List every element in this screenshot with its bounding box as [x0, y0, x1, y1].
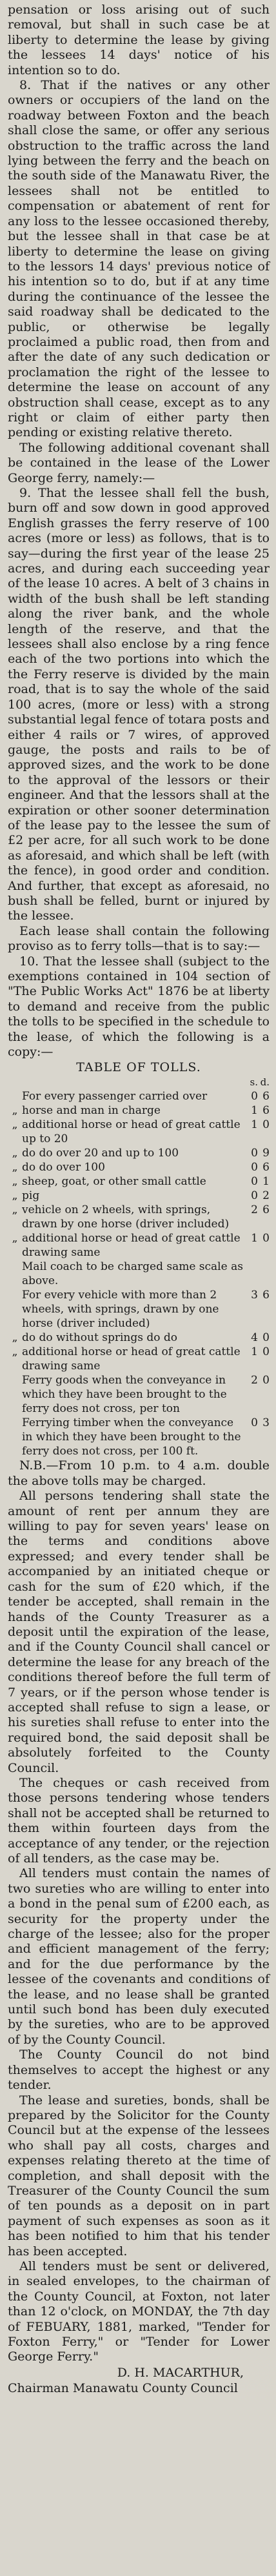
toll-description: horse and man in charge: [22, 1104, 161, 1118]
toll-row: [8, 1118, 270, 1146]
toll-pence: 6: [262, 1104, 270, 1118]
lease-paragraph-1: pensation or loss arising out of such removal, but shall in such case be at liberty to determine the lease by giving the lessees 14 days' notice of his intention so to do.: [8, 3, 270, 77]
toll-description: pig: [22, 1189, 40, 1203]
toll-shillings: [246, 1260, 258, 1288]
toll-pence: [258, 1260, 270, 1288]
toll-shillings: 0: [251, 1416, 258, 1430]
toll-description: For every passenger carried over: [22, 1090, 208, 1103]
toll-pence: 0: [262, 1331, 270, 1345]
toll-row: [8, 1103, 270, 1118]
toll-ditto-mark: „: [12, 1331, 18, 1345]
toll-ditto-mark: [8, 1416, 22, 1458]
toll-ditto-mark: „: [12, 1175, 18, 1189]
toll-ditto-mark: „: [12, 1118, 18, 1132]
lease-paragraph-4: 9. That the lessee shall fell the bush, burn off and sow down in good approved English grasses the ferry reserve of 100 acres (more or less) as follows, that is to say—during the first year of the lease 25 acres, and during each succeeding year of the lease 10 acres. A belt of 3 chains in width of the bush shall be left standing along the river bank, and the whole length of the reserve, and that the lessees shall also enclose by a ring fence each of the two portions into which the the Ferry reserve is divided by the main road, that is to say the whole of the said 100 acres, (more or less) with a strong substantial legal fence of totara posts and either 4 rails or 7 wires, of approved gauge, the posts and rails to be of approved sizes, and the work to be done to the approval of the lessors or their engineer. And that the lessors shall at the expiration or other sooner determination of the lease pay to the lessee the sum of £2 per acre, for all such work to be done as aforesaid, and which shall be left (with the fence), in good order and condition. And further, that except as aforesaid, no bush shall be felled, burnt or injured by the lessee.: [8, 486, 270, 923]
tender-paragraph-4: The County Council do not bind themselves to accept the highest or any tender.: [8, 2048, 270, 2093]
toll-pence: 2: [262, 1189, 270, 1203]
toll-row: [8, 1373, 270, 1416]
toll-pence: 0: [262, 1232, 270, 1245]
toll-ditto-mark: „: [12, 1189, 18, 1203]
pence-header: d.: [260, 1076, 270, 1089]
toll-row: [8, 1260, 270, 1288]
toll-ditto-mark: „: [12, 1161, 18, 1174]
toll-units-row: [8, 1075, 270, 1089]
tender-paragraph-5: The lease and sureties, bonds, shall be prepared by the Solicitor for the County Council but at the expense of the lessees who shall pay all costs, charges and expenses relating thereto at the time of completion, and shall deposit with the Treasurer of the County Council the sum of ten pounds as a deposit on in part payment of such expenses as soon as it has been notified to him that his tender has been accepted.: [8, 2093, 270, 2259]
toll-row: [8, 1416, 270, 1458]
toll-row: [8, 1345, 270, 1373]
tolls-table: [8, 1075, 270, 1458]
toll-row: [8, 1174, 270, 1189]
signature-name: D. H. MACARTHUR,: [117, 2365, 244, 2380]
toll-shillings: 0: [251, 1175, 258, 1189]
toll-shillings: 1: [251, 1232, 258, 1245]
toll-pence: 6: [262, 1203, 270, 1217]
toll-pence: 6: [262, 1289, 270, 1302]
toll-pence: 1: [262, 1175, 270, 1189]
toll-row: [8, 1331, 270, 1345]
toll-ditto-mark: [8, 1288, 22, 1331]
toll-shillings: 1: [251, 1104, 258, 1118]
toll-pence: 0: [262, 1118, 270, 1132]
toll-ditto-mark: „: [12, 1147, 18, 1160]
toll-row: [8, 1160, 270, 1174]
lease-paragraph-2: 8. That if the natives or any other owners or occupiers of the land on the roadway between Foxton and the beach shall close the same, or offer any serious obstruction to the traffic across the land lying between the ferry and the beach on the south side of the Manawatu River, the lessees shall not be entitled to compensation or abatement of rent for any loss to the lessee occasioned thereby, but the lessee shall in that case be at liberty to determine the lease on giving to the lessors 14 days' previous notice of his intention so to do, but if at any time during the continuance of the lessee the said roadway shall be dedicated to the public, or otherwise be legally proclaimed a public road, then from and after the date of any such dedication or proclamation the right of the lessee to determine the lease on account of any obstruction shall cease, except as to any right or claim of either party then pending or existing relative thereto.: [8, 78, 270, 440]
tender-paragraph-6: All tenders must be sent or delivered, in sealed envelopes, to the chairman of the County Council, at Foxton, not later than 12 o'clock, on MONDAY, the 7th day of FEBUARY, 1881, marked, "Tender for Foxton Ferry," or "Tender for Lower George Ferry.": [8, 2259, 270, 2364]
toll-ditto-mark: [8, 1089, 22, 1103]
toll-ditto-mark: „: [12, 1104, 18, 1118]
toll-ditto-mark: „: [12, 1203, 18, 1217]
toll-description: do do without springs do do: [22, 1331, 177, 1345]
toll-description: Ferrying timber when the conveyance in which they have been brought to the ferry does not cross, per 100 ft.: [22, 1416, 241, 1458]
toll-ditto-mark: „: [12, 1345, 18, 1359]
toll-shillings: 4: [251, 1331, 258, 1345]
toll-shillings: 0: [251, 1147, 258, 1160]
toll-description: Mail coach to be charged same scale as above.: [22, 1260, 243, 1288]
lease-conditions-section: [8, 3, 270, 1060]
toll-shillings: 2: [251, 1374, 258, 1387]
toll-description: do do over 100: [22, 1161, 105, 1174]
toll-shillings: 0: [251, 1189, 258, 1203]
tender-paragraph-3: All tenders must contain the names of two sureties who are willing to enter into a bond in the penal sum of £200 each, as security for the property under the charge of the lessee; also for the proper and efficient management of the ferry; and for the due performance by the lessee of the covenants and conditions of the lease, and no lease shall be granted until such bond has been duly executed by the sureties, who are to be approved of by the County Council.: [8, 1866, 270, 2047]
toll-row: [8, 1231, 270, 1260]
toll-shillings: 1: [251, 1345, 258, 1359]
toll-pence: 6: [262, 1161, 270, 1174]
toll-shillings: 0: [251, 1090, 258, 1103]
toll-description: vehicle on 2 wheels, with springs, drawn by one horse (driver included): [22, 1203, 230, 1231]
toll-description: additional horse or head of great cattle up to 20: [22, 1118, 241, 1146]
table-of-tolls-heading: TABLE OF TOLLS.: [76, 1060, 201, 1075]
tender-conditions-section: [8, 1489, 270, 2365]
toll-shillings: 2: [251, 1203, 258, 1217]
toll-pence: 6: [262, 1090, 270, 1103]
lease-paragraph-3: The following additional covenant shall be contained in the lease of the Lower George ferry, namely:—: [8, 440, 270, 485]
toll-pence: 3: [262, 1416, 270, 1430]
toll-ditto-mark: [8, 1260, 22, 1288]
toll-description: additional horse or head of great cattle drawing same: [22, 1345, 241, 1373]
toll-row: [8, 1146, 270, 1160]
toll-row: [8, 1189, 270, 1203]
toll-description: sheep, goat, or other small cattle: [22, 1175, 206, 1189]
toll-shillings: 0: [251, 1161, 258, 1174]
toll-description: do do over 20 and up to 100: [22, 1147, 179, 1160]
toll-row: [8, 1203, 270, 1231]
shillings-header: s.: [250, 1076, 258, 1089]
toll-pence: 9: [262, 1147, 270, 1160]
toll-pence: 0: [262, 1345, 270, 1359]
tender-paragraph-2: The cheques or cash received from those persons tendering whose tenders shall not be accepted shall be returned to them within fourteen days from the acceptance of any tender, or the rejection of all tenders, as the case may be.: [8, 1775, 270, 1866]
lease-paragraph-5: Each lease shall contain the following proviso as to ferry tolls—that is to say:—: [8, 923, 270, 954]
toll-shillings: 3: [251, 1289, 258, 1302]
tender-paragraph-1: All persons tendering shall state the amount of rent per annum they are willing to pay for seven years' lease on the terms and conditions above expressed; and every tender shall be accompanied by an initiated cheque or cash for the sum of £20 which, if the tender be accepted, shall remain in the hands of the County Treasurer as a deposit until the expiration of the lease, and if the County Council shall cancel or determine the lease for any breach of the conditions thereof before the full term of 7 years, or if the person whose tender is accepted shall refuse to sign a lease, or his sureties shall refuse to enter into the required bond, the said deposit shall be absolutely forfeited to the County Council.: [8, 1489, 270, 1775]
toll-row: [8, 1288, 270, 1331]
toll-description: Ferry goods when the conveyance in which they have been brought to the ferry does not cross, per ton: [22, 1374, 227, 1416]
toll-ditto-mark: „: [12, 1232, 18, 1245]
toll-ditto-mark: [8, 1373, 22, 1416]
toll-description: additional horse or head of great cattle drawing same: [22, 1232, 241, 1260]
toll-note: N.B.—From 10 p.m. to 4 a.m. double the above tolls may be charged.: [8, 1458, 270, 1488]
toll-description: For every vehicle with more than 2 wheels, with springs, drawn by one horse (driver included): [22, 1289, 219, 1331]
toll-row: [8, 1089, 270, 1103]
lease-paragraph-6: 10. That the lessee shall (subject to the exemptions contained in 104 section of "The Public Works Act" 1876 be at liberty to demand and receive from the public the tolls to be specified in the schedule to the lease, of which the following is a copy:—: [8, 954, 270, 1060]
toll-pence: 0: [262, 1374, 270, 1387]
toll-shillings: 1: [251, 1118, 258, 1132]
signature-title: Chairman Manawatu County Council: [8, 2380, 238, 2395]
